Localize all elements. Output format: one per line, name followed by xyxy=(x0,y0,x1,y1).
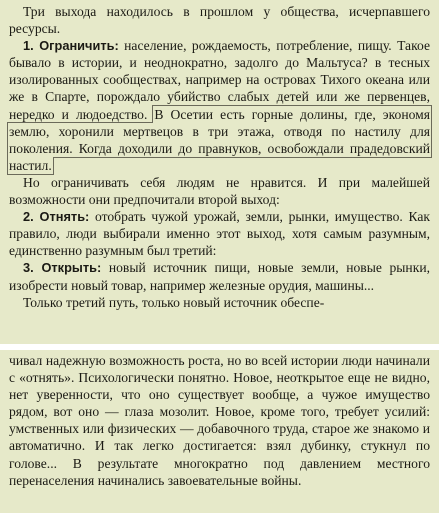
page-fragment-bottom xyxy=(0,350,439,513)
option-limit-text: население, рождаемость, потребление, пищу. Такое бывало в истории, и неоднократно, задолго до Мальтуса? в тесных изолированных сообществах, например на островах Тихого океана или же в Спарте, порождало убийство слабых детей или же первенцев, нередко и людоедство. xyxy=(9,38,431,122)
option-take-text: отобрать чужой урожай, земли, рынки, имущество. Как правило, люди выбирали именно этот выход, хотя самым разумным, единственно разумным был третий: xyxy=(9,209,430,259)
option-open-text: новый источник пищи, новые земли, новые рынки, изобрести новый товар, например железные орудия, машины... xyxy=(9,260,430,293)
option-limit-label: 1. Ограничить: xyxy=(23,38,119,54)
paragraph-option-take xyxy=(9,208,430,259)
option-take-label: 2. Отнять: xyxy=(23,209,90,225)
paragraph-third-way-start: Только третий путь, только новый источник обеспе- xyxy=(23,294,325,310)
option-open-label: 3. Открыть: xyxy=(23,260,102,276)
paragraph-intro: Три выхода находилось в прошлом у общества, исчерпавшего ресурсы. xyxy=(9,4,430,37)
paragraph-option-limit xyxy=(9,37,430,174)
ossetia-boxed-passage: В Осетии есть горные долины, где, экономя землю, хоронили мертвецов в три этажа, отводя по настилу для поколения. Когда доходили до правнуков, освобождали прадедовский настил. xyxy=(9,106,430,173)
paragraph-transition: Но ограничивать себя людям не нравится. И при малейшей возможности они предпочитали второй выход: xyxy=(9,174,430,208)
paragraph-option-open xyxy=(9,259,430,293)
paragraph-third-way-continued: чивал надежную возможность роста, но во всей истории люди начинали с «отнять». Психологически понятно. Новое, неоткрытое еще не видно, нет уверенности, что оно существует вообще, а чужое имущество рядом, вот оно — глаза мозолит. Новое, кроме того, требует усилий: умственных или физических — добавочного труда, старое же знакомо и автоматично. И так легко достигается: взял дубинку, стукнул по голове... В результате многократно под давлением местного перенаселения начинались завоевательные войны. xyxy=(9,353,430,488)
